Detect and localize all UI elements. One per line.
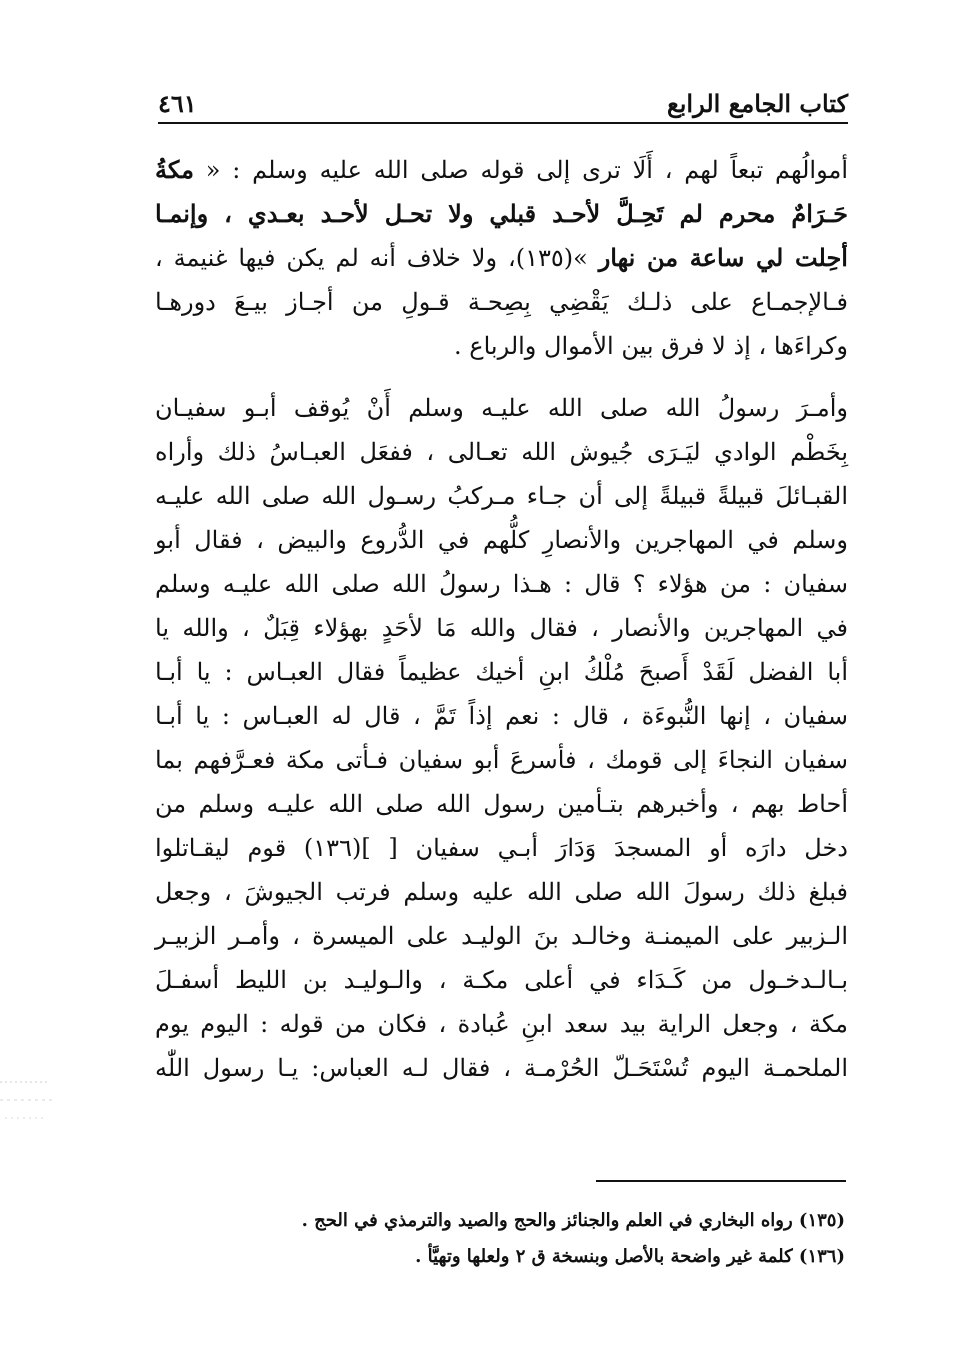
running-header [158, 78, 848, 124]
scan-margin-marks [0, 1070, 60, 1130]
text-line: وكراءَها ، إذ لا فرق بين الأموال والرباع . [454, 332, 848, 360]
text-line [155, 148, 848, 192]
hadith-line: حَـرَامٌ محرم لم تَحِـلَّ لأحـد قبلي ولا تحـل لأحـد بعـدي ، وإنمـا [155, 199, 849, 228]
paragraph-1 [155, 148, 848, 368]
text-span: أموالُهم تبعاً لهم ، أَلَا ترى إلى قوله صلى الله عليه وسلم : « [193, 156, 848, 184]
footnote-136: (١٣٦) كلمة غير واضحة بالأصل وبنسخة ق ٢ ولعلها وتهيَّأ . [415, 1246, 845, 1267]
text-line [155, 236, 848, 280]
text-line: وأمـرَ رسولُ الله صلى الله عليـه وسلم أَنْ يُوقف أبـو سفيـان [155, 394, 848, 422]
text-line: سفيان : من هؤلاء ؟ قال : هـذا رسولُ الله صلى الله عليـه وسلم [155, 570, 848, 598]
paragraph-2 [155, 386, 848, 1090]
text-line: الـزبير على الميمنـة وخالـد بنَ الوليـد على الميسرة ، وأمـر الزبيـر [155, 922, 848, 950]
text-line: فبلغ ذلك رسولَ الله صلى الله عليه وسلم فرتب الجيوشَ ، وجعل [155, 878, 848, 906]
text-line: مكة ، وجعل الراية بيد سعد ابنِ عُبادة ، فكان من قوله : اليوم يوم [155, 1010, 848, 1038]
text-line: أبا الفضل لَقَدْ أَصبحَ مُلْكُ ابنِ أخيك عظيماً فقال العبـاس : يا أبـا [155, 658, 848, 686]
hadith-text: مكةُ [155, 155, 194, 184]
footnotes [220, 1203, 845, 1275]
text-line: بـالـدخـول من كَـدَاء في أعلى مكـة ، والـوليـد بن الليط أسفـلَ [155, 966, 848, 994]
main-text [155, 148, 848, 1090]
text-line: أحاط بهم ، وأخبرهم بتـأمين رسول الله صلى الله عليـه وسلم من [155, 790, 849, 818]
hadith-text: أحِلت لي ساعة من نهار [598, 243, 848, 272]
text-line: في المهاجرين والأنصار ، فقال والله مَا لأحَدٍ بهؤلاء قِبَلٌ ، والله يا [155, 614, 848, 642]
footnote-135: (١٣٥) رواه البخاري في العلم والجنائز والحج والصيد والترمذي في الحج . [301, 1210, 845, 1231]
page-number: ٤٦١ [158, 89, 197, 118]
text-span: »(١٣٥)، ولا خلاف أنه لم يكن فيها غنيمة ، [155, 244, 599, 272]
text-line: دخل دارَه أو المسجدَ وَدَارَ أبـي سفيان [ ](١٣٦) قوم ليقـاتلوا [155, 834, 848, 862]
text-line: وسلم في المهاجرين والأنصارِ كلُّهم في الدُّروع والبيض ، فقال أبو [155, 526, 848, 554]
text-line: الملحمـة اليوم تُسْتَحَـلّ الحُرْمـة ، فقال لـه العباس: يـا رسول اللّٰه [155, 1054, 848, 1082]
text-line: سفيان النجاءَ إلى قومك ، فأسرعَ أبو سفيان فـأتى مكة فعـرَّفهم بما [155, 746, 848, 774]
footnote-separator [596, 1180, 846, 1182]
text-line: سفيان ، إنها النُّبوءَة ، قال : نعم إذاً تَمَّ ، قال له العبـاس : يا أبـا [155, 702, 848, 730]
text-line: القبـائلَ قبيلةً قبيلةً إلى أن جـاء مـركبُ رسـول الله صلى الله عليـه [155, 482, 848, 510]
text-line: بِخَطْم الوادي ليَـرَى جُيوش الله تعـالى ، ففعَل العبـاسُ ذلك وأراه [155, 438, 848, 466]
chapter-title: كتاب الجامع الرابع [666, 89, 848, 118]
text-line: فـالإجمـاع على ذلـك يَقْضِي بِصِحـة قـولِ من أجـاز بيـعَ دورهـا [155, 288, 848, 316]
